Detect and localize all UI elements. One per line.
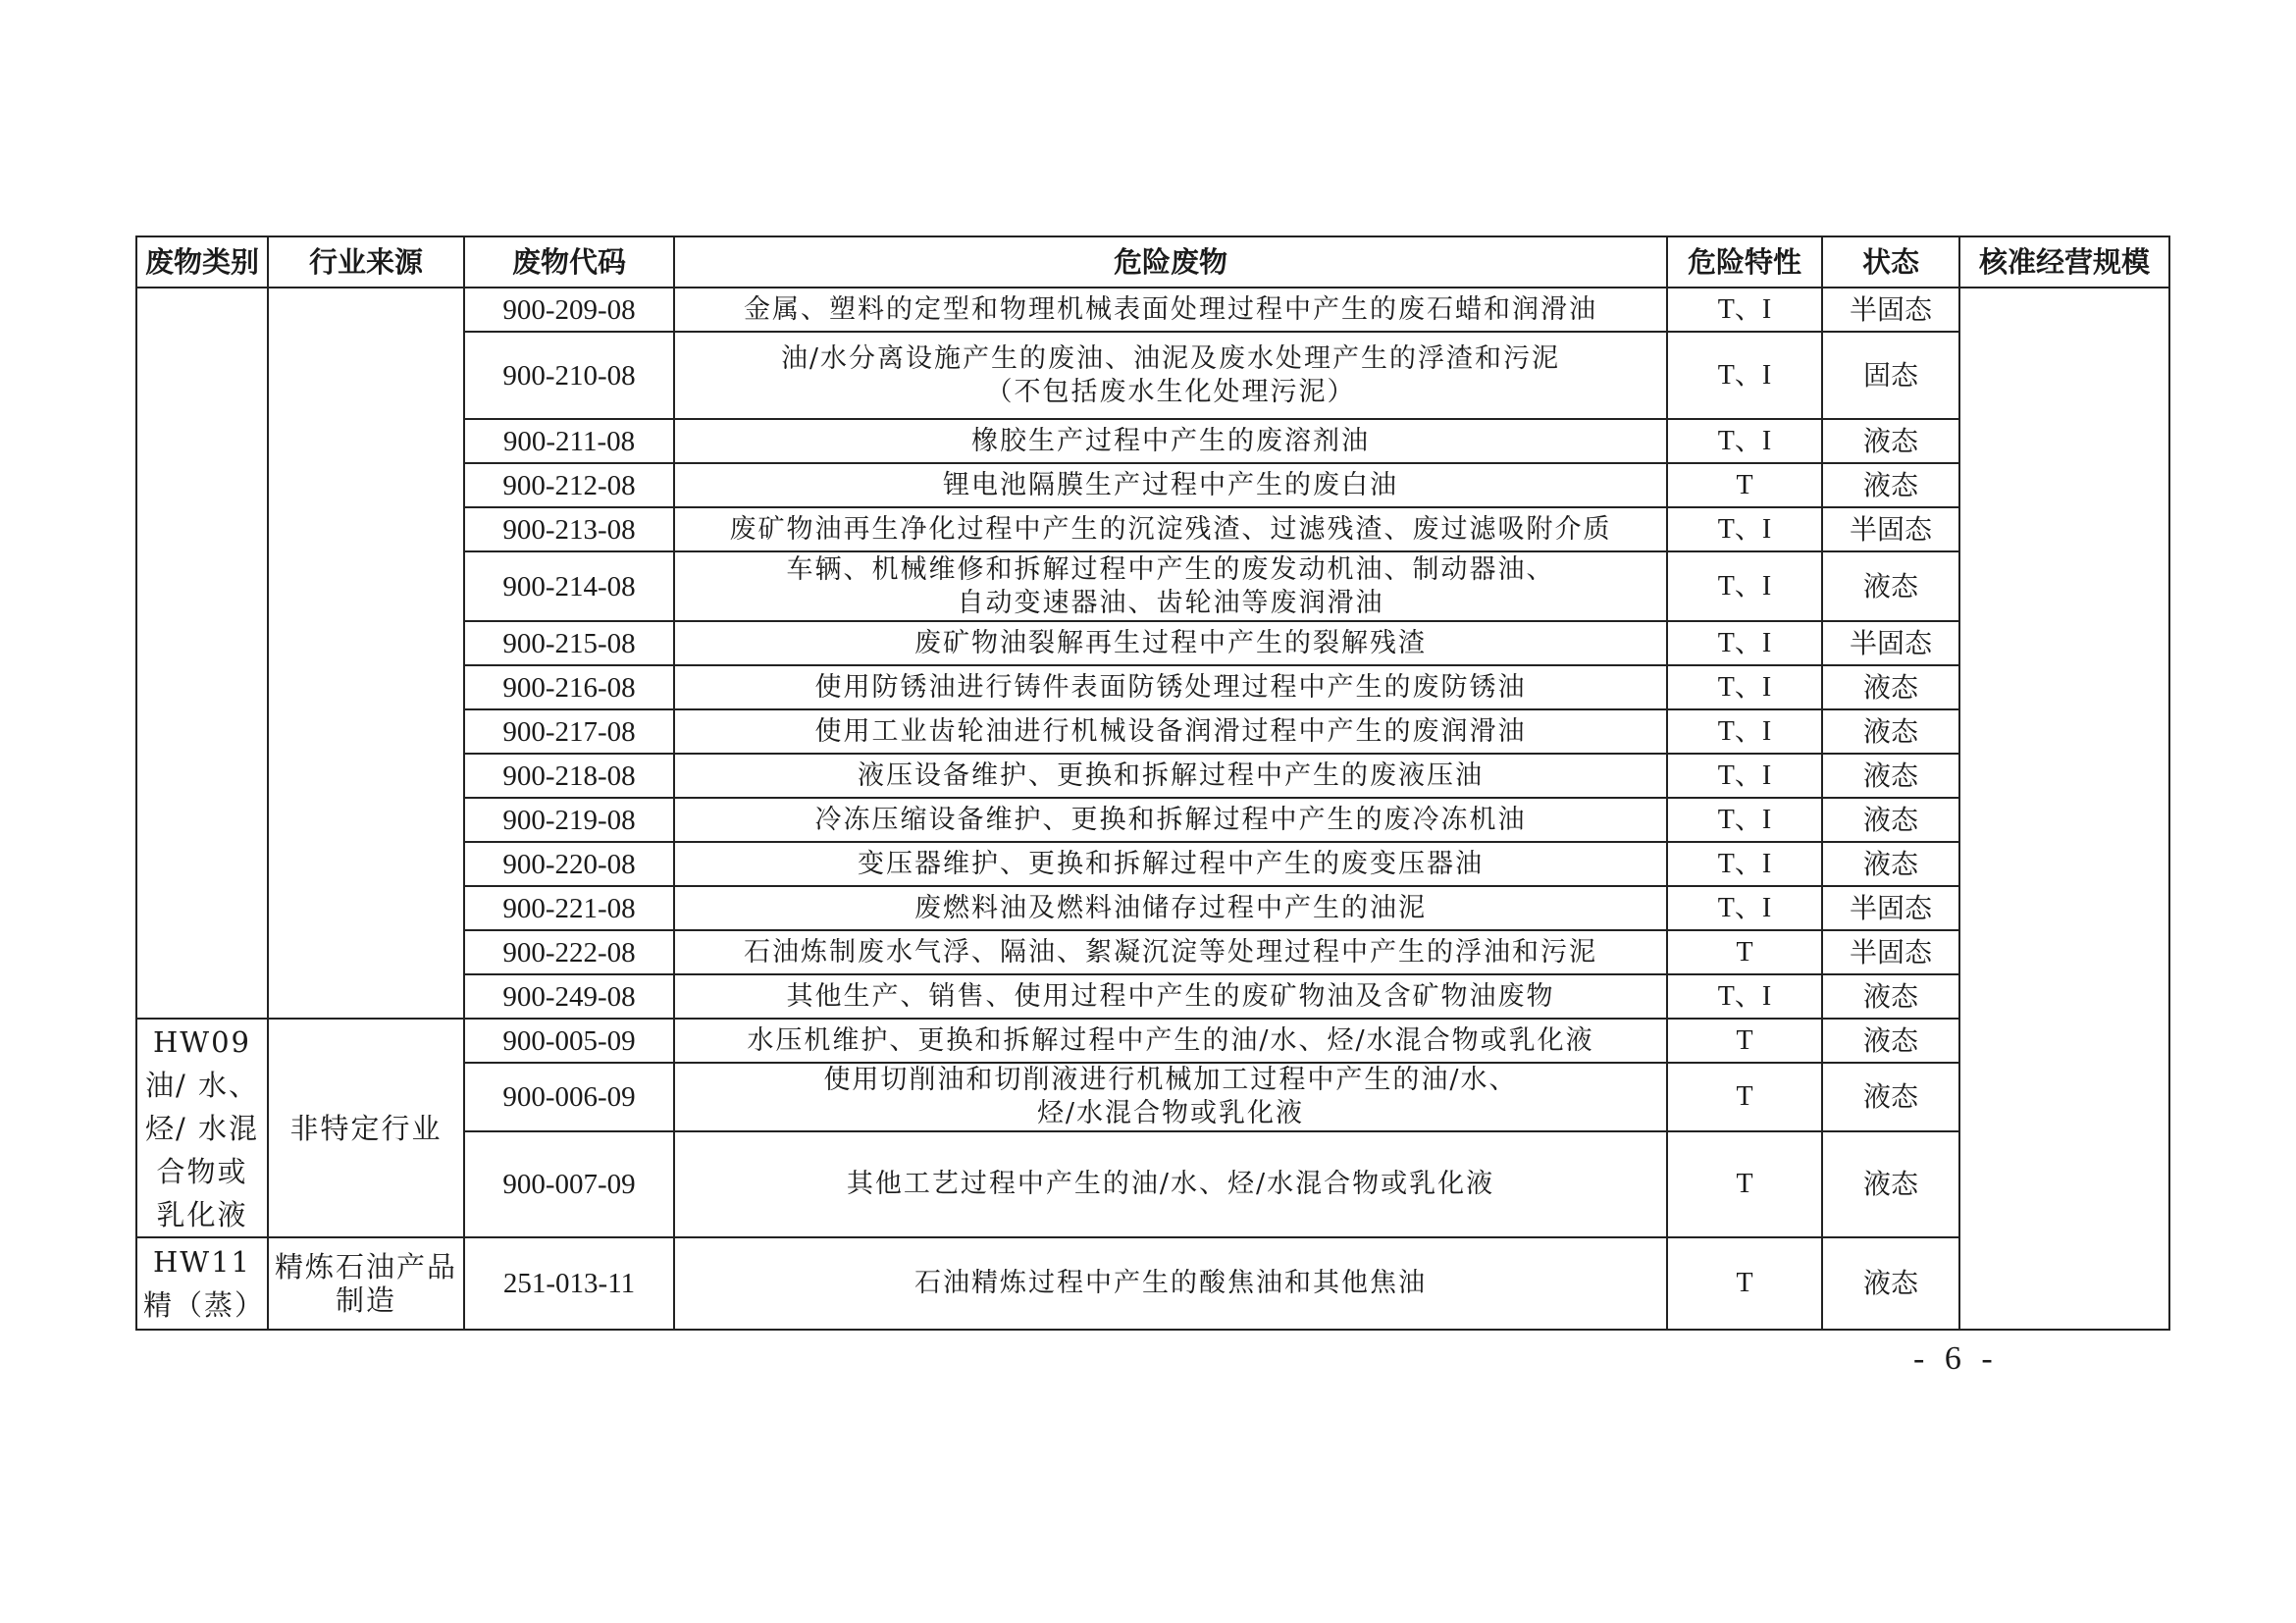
waste-state: 液态 [1822,842,1959,886]
waste-code: 900-219-08 [464,798,674,842]
hazard-characteristic: T、I [1667,665,1822,709]
waste-description [674,1063,1667,1131]
waste-description-line: 石油精炼过程中产生的酸焦油和其他焦油 [914,1268,1427,1298]
hazard-characteristic: T、I [1667,288,1822,332]
waste-description [674,709,1667,754]
waste-code: 900-211-08 [464,419,674,463]
waste-description [674,974,1667,1019]
waste-state: 液态 [1822,1019,1959,1063]
hazard-characteristic: T [1667,463,1822,507]
waste-state: 固态 [1822,332,1959,419]
hazard-characteristic: T、I [1667,886,1822,930]
waste-code: 900-007-09 [464,1131,674,1237]
table-row [136,288,2169,332]
hazard-characteristic: T、I [1667,332,1822,419]
waste-state: 半固态 [1822,507,1959,551]
header-industry: 行业来源 [268,236,464,288]
waste-state: 液态 [1822,974,1959,1019]
industry-cell-hw11-line: 制造 [335,1283,396,1317]
waste-description [674,507,1667,551]
waste-code: 900-218-08 [464,754,674,798]
header-code: 废物代码 [464,236,674,288]
hazard-characteristic: T、I [1667,621,1822,665]
category-cell-hw09-line: 混合物或 [156,1111,259,1188]
header-category: 废物类别 [136,236,268,288]
category-cell-hw11-line: HW11 [153,1245,251,1279]
waste-code: 900-213-08 [464,507,674,551]
header-characteristic: 危险特性 [1667,236,1822,288]
header-waste: 危险废物 [674,236,1667,288]
waste-state: 液态 [1822,754,1959,798]
scale-cell [1959,288,2169,1330]
waste-description-line: 冷冻压缩设备维护、更换和拆解过程中产生的废冷冻机油 [814,804,1527,835]
waste-description-line: 锂电池隔膜生产过程中产生的废白油 [943,469,1398,500]
waste-description-line: 废燃料油及燃料油储存过程中产生的油泥 [914,892,1427,923]
waste-description-line: 其他工艺过程中产生的油/水、烃/水混合物或乳化液 [846,1169,1495,1199]
hazard-characteristic: T [1667,1063,1822,1131]
header-state: 状态 [1822,236,1959,288]
page-number: - 6 - [1913,1340,1999,1377]
waste-code: 900-212-08 [464,463,674,507]
waste-description [674,1019,1667,1063]
hazard-characteristic: T、I [1667,754,1822,798]
waste-description-line: 自动变速器油、齿轮油等废润滑油 [957,587,1384,618]
waste-description-line: 变压器维护、更换和拆解过程中产生的废变压器油 [858,848,1484,879]
waste-state: 液态 [1822,798,1959,842]
hazard-characteristic: T [1667,1237,1822,1330]
waste-code: 900-217-08 [464,709,674,754]
industry-cell-hw11 [268,1237,464,1330]
waste-state: 液态 [1822,551,1959,621]
waste-description [674,754,1667,798]
waste-code: 900-215-08 [464,621,674,665]
table-header-row [136,236,2169,288]
hazard-characteristic: T、I [1667,709,1822,754]
waste-code: 900-216-08 [464,665,674,709]
category-cell-hw09-line: 油/ 水、 [145,1068,259,1102]
waste-code: 900-222-08 [464,930,674,974]
waste-description-line: 橡胶生产过程中产生的废溶剂油 [971,425,1370,456]
industry-cell-continued [268,288,464,1019]
waste-description-line: 液压设备维护、更换和拆解过程中产生的废液压油 [858,759,1484,791]
waste-description-line: 油/水分离设施产生的废油、油泥及废水处理产生的浮渣和污泥 [780,342,1561,374]
waste-description [674,930,1667,974]
hazard-characteristic: T、I [1667,507,1822,551]
hazard-characteristic: T、I [1667,798,1822,842]
waste-description [674,798,1667,842]
waste-description-line: 石油炼制废水气浮、隔油、絮凝沉淀等处理过程中产生的浮油和污泥 [744,936,1597,968]
table-row [136,1019,2169,1063]
industry-cell-hw09: 非特定行业 [268,1019,464,1237]
waste-description [674,886,1667,930]
waste-code: 900-209-08 [464,288,674,332]
category-cell-hw09 [136,1019,268,1237]
waste-state: 液态 [1822,419,1959,463]
waste-description-line: 废矿物油再生净化过程中产生的沉淀残渣、过滤残渣、废过滤吸附介质 [729,513,1612,545]
waste-code: 900-214-08 [464,551,674,621]
waste-description-line: （不包括废水生化处理污泥） [985,376,1356,407]
waste-description-line: 使用工业齿轮油进行机械设备润滑过程中产生的废润滑油 [814,715,1527,747]
hazard-characteristic: T [1667,930,1822,974]
category-cell-hw09-line: 烃/ 水 [144,1111,229,1145]
waste-description [674,621,1667,665]
waste-description [674,463,1667,507]
waste-state: 半固态 [1822,930,1959,974]
waste-description-line: 金属、塑料的定型和物理机械表面处理过程中产生的废石蜡和润滑油 [744,293,1597,325]
waste-description [674,419,1667,463]
category-cell-hw11-line: 精（蒸） [143,1288,266,1322]
waste-description [674,842,1667,886]
waste-description-line: 烃/水混合物或乳化液 [1036,1098,1305,1128]
hazard-characteristic: T、I [1667,974,1822,1019]
waste-description-line: 废矿物油裂解再生过程中产生的裂解残渣 [914,627,1427,658]
hazard-characteristic: T、I [1667,842,1822,886]
waste-description [674,1131,1667,1237]
waste-description-line: 其他生产、销售、使用过程中产生的废矿物油及含矿物油废物 [786,980,1555,1012]
waste-state: 半固态 [1822,288,1959,332]
waste-description [674,332,1667,419]
waste-code: 900-006-09 [464,1063,674,1131]
waste-description-line: 使用切削油和切削液进行机械加工过程中产生的油/水、 [823,1065,1518,1095]
waste-code: 900-249-08 [464,974,674,1019]
waste-description [674,551,1667,621]
waste-state: 液态 [1822,1131,1959,1237]
hazard-characteristic: T、I [1667,419,1822,463]
category-cell-hw11 [136,1237,268,1330]
waste-code: 900-005-09 [464,1019,674,1063]
header-scale: 核准经营规模 [1959,236,2169,288]
category-cell-hw09-line: HW09 [153,1024,251,1059]
hazard-characteristic: T [1667,1131,1822,1237]
category-cell-continued [136,288,268,1019]
hazardous-waste-table [135,236,2170,1331]
waste-description-line: 车辆、机械维修和拆解过程中产生的废发动机油、制动器油、 [786,553,1555,585]
waste-state: 液态 [1822,1063,1959,1131]
waste-state: 半固态 [1822,621,1959,665]
waste-state: 液态 [1822,463,1959,507]
waste-description [674,665,1667,709]
waste-description [674,1237,1667,1330]
waste-description-line: 水压机维护、更换和拆解过程中产生的油/水、烃/水混合物或乳化液 [747,1024,1594,1056]
waste-state: 半固态 [1822,886,1959,930]
waste-state: 液态 [1822,709,1959,754]
hazard-characteristic: T [1667,1019,1822,1063]
table-row [136,1237,2169,1330]
waste-description [674,288,1667,332]
waste-code: 251-013-11 [464,1237,674,1330]
waste-state: 液态 [1822,1237,1959,1330]
waste-state: 液态 [1822,665,1959,709]
waste-description-line: 使用防锈油进行铸件表面防锈处理过程中产生的废防锈油 [814,671,1527,703]
hazard-characteristic: T、I [1667,551,1822,621]
industry-cell-hw11-line: 精炼石油产品 [275,1250,458,1283]
waste-code: 900-220-08 [464,842,674,886]
waste-code: 900-221-08 [464,886,674,930]
category-cell-hw09-line: 乳化液 [156,1197,248,1231]
waste-code: 900-210-08 [464,332,674,419]
